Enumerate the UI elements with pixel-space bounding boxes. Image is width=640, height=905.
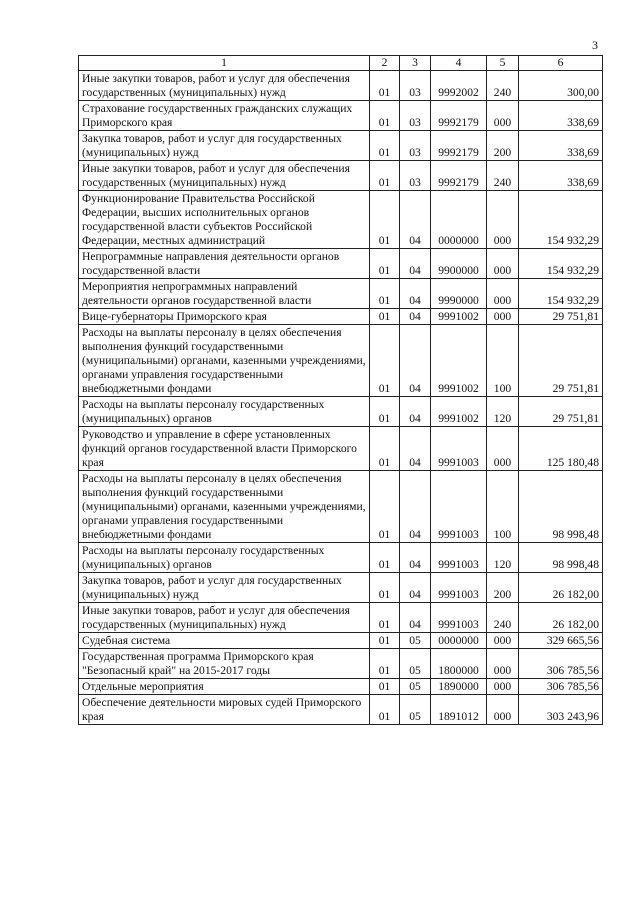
table-row: [79, 695, 603, 725]
row-name-cell: Расходы на выплаты персоналу государственных (муниципальных) органов: [79, 397, 370, 427]
budget-table: [78, 55, 603, 725]
row-target-code-cell: 9991003: [431, 573, 487, 603]
row-name-cell: Расходы на выплаты персоналу в целях обеспечения выполнения функций государственными (муниципальными) органами, казенными учреждениями, органами управления государственными внебюджетными фондами: [79, 471, 370, 543]
row-name-cell: Обеспечение деятельности мировых судей Приморского края: [79, 695, 370, 725]
row-target-code-cell: 9992002: [431, 71, 487, 101]
table-row: [79, 279, 603, 309]
header-col-4: 4: [431, 56, 487, 71]
row-amount-cell: 125 180,48: [519, 427, 603, 471]
row-section-cell: 01: [370, 633, 400, 649]
row-name-cell: Вице-губернаторы Приморского края: [79, 309, 370, 325]
row-section-cell: 01: [370, 573, 400, 603]
row-name-cell: Государственная программа Приморского края "Безопасный край" на 2015-2017 годы: [79, 649, 370, 679]
row-target-code-cell: 1800000: [431, 649, 487, 679]
row-target-code-cell: 9900000: [431, 249, 487, 279]
table-row: [79, 249, 603, 279]
row-name-cell: Непрограммные направления деятельности органов государственной власти: [79, 249, 370, 279]
table-row: [79, 649, 603, 679]
row-expense-type-cell: 000: [487, 101, 519, 131]
row-name-cell: Функционирование Правительства Российской Федерации, высших исполнительных органов государственной власти субъектов Российской Федерации, местных администраций: [79, 191, 370, 249]
row-name-cell: Расходы на выплаты персоналу в целях обеспечения выполнения функций государственными (муниципальными) органами, казенными учреждениями, органами управления государственными внебюджетными фондами: [79, 325, 370, 397]
header-col-1: 1: [79, 56, 370, 71]
row-amount-cell: 29 751,81: [519, 397, 603, 427]
row-section-cell: 01: [370, 71, 400, 101]
table-row: [79, 471, 603, 543]
row-target-code-cell: 9992179: [431, 131, 487, 161]
row-expense-type-cell: 100: [487, 471, 519, 543]
row-amount-cell: 98 998,48: [519, 543, 603, 573]
table-row: [79, 603, 603, 633]
row-name-cell: Закупка товаров, работ и услуг для государственных (муниципальных) нужд: [79, 573, 370, 603]
row-amount-cell: 303 243,96: [519, 695, 603, 725]
table-row: [79, 131, 603, 161]
row-expense-type-cell: 240: [487, 161, 519, 191]
row-expense-type-cell: 000: [487, 309, 519, 325]
row-section-cell: 01: [370, 679, 400, 695]
header-col-2: 2: [370, 56, 400, 71]
header-row: [79, 56, 603, 71]
row-name-cell: Страхование государственных гражданских служащих Приморского края: [79, 101, 370, 131]
row-target-code-cell: 9991003: [431, 543, 487, 573]
row-section-cell: 01: [370, 101, 400, 131]
row-section-cell: 01: [370, 161, 400, 191]
row-amount-cell: 154 932,29: [519, 249, 603, 279]
row-subsection-cell: 04: [400, 397, 431, 427]
row-subsection-cell: 04: [400, 471, 431, 543]
row-subsection-cell: 03: [400, 101, 431, 131]
row-section-cell: 01: [370, 249, 400, 279]
row-subsection-cell: 04: [400, 573, 431, 603]
row-amount-cell: 98 998,48: [519, 471, 603, 543]
row-expense-type-cell: 000: [487, 191, 519, 249]
row-name-cell: Закупка товаров, работ и услуг для государственных (муниципальных) нужд: [79, 131, 370, 161]
table-row: [79, 71, 603, 101]
row-amount-cell: 29 751,81: [519, 325, 603, 397]
row-section-cell: 01: [370, 191, 400, 249]
row-section-cell: 01: [370, 309, 400, 325]
row-expense-type-cell: 100: [487, 325, 519, 397]
row-section-cell: 01: [370, 543, 400, 573]
row-subsection-cell: 04: [400, 427, 431, 471]
row-amount-cell: 306 785,56: [519, 649, 603, 679]
row-expense-type-cell: 000: [487, 427, 519, 471]
row-expense-type-cell: 000: [487, 649, 519, 679]
row-expense-type-cell: 000: [487, 633, 519, 649]
row-target-code-cell: 9991002: [431, 397, 487, 427]
row-amount-cell: 26 182,00: [519, 603, 603, 633]
row-target-code-cell: 0000000: [431, 633, 487, 649]
row-section-cell: 01: [370, 603, 400, 633]
table-row: [79, 397, 603, 427]
row-name-cell: Иные закупки товаров, работ и услуг для обеспечения государственных (муниципальных) нужд: [79, 71, 370, 101]
table-row: [79, 633, 603, 649]
row-amount-cell: 338,69: [519, 161, 603, 191]
row-name-cell: Руководство и управление в сфере установленных функций органов государственной власти Приморского края: [79, 427, 370, 471]
row-section-cell: 01: [370, 427, 400, 471]
row-subsection-cell: 04: [400, 191, 431, 249]
row-name-cell: Мероприятия непрограммных направлений деятельности органов государственной власти: [79, 279, 370, 309]
row-subsection-cell: 03: [400, 161, 431, 191]
row-section-cell: 01: [370, 325, 400, 397]
row-expense-type-cell: 000: [487, 279, 519, 309]
row-target-code-cell: 9992179: [431, 101, 487, 131]
row-subsection-cell: 05: [400, 633, 431, 649]
row-expense-type-cell: 200: [487, 131, 519, 161]
row-amount-cell: 338,69: [519, 131, 603, 161]
row-expense-type-cell: 120: [487, 543, 519, 573]
row-section-cell: 01: [370, 131, 400, 161]
row-amount-cell: 154 932,29: [519, 191, 603, 249]
row-target-code-cell: 1891012: [431, 695, 487, 725]
row-expense-type-cell: 000: [487, 695, 519, 725]
row-subsection-cell: 04: [400, 603, 431, 633]
row-subsection-cell: 04: [400, 309, 431, 325]
row-expense-type-cell: 000: [487, 249, 519, 279]
table-row: [79, 679, 603, 695]
row-amount-cell: 26 182,00: [519, 573, 603, 603]
row-expense-type-cell: 120: [487, 397, 519, 427]
row-subsection-cell: 05: [400, 679, 431, 695]
header-col-5: 5: [487, 56, 519, 71]
table-row: [79, 191, 603, 249]
row-subsection-cell: 04: [400, 249, 431, 279]
row-target-code-cell: 9991003: [431, 603, 487, 633]
row-section-cell: 01: [370, 471, 400, 543]
row-target-code-cell: 9991003: [431, 427, 487, 471]
row-expense-type-cell: 240: [487, 603, 519, 633]
row-target-code-cell: 1890000: [431, 679, 487, 695]
row-expense-type-cell: 000: [487, 679, 519, 695]
header-col-3: 3: [400, 56, 431, 71]
page-number: 3: [592, 38, 598, 52]
row-target-code-cell: 9990000: [431, 279, 487, 309]
row-name-cell: Расходы на выплаты персоналу государственных (муниципальных) органов: [79, 543, 370, 573]
row-target-code-cell: 0000000: [431, 191, 487, 249]
table-row: [79, 573, 603, 603]
row-amount-cell: 306 785,56: [519, 679, 603, 695]
row-name-cell: Судебная система: [79, 633, 370, 649]
header-col-6: 6: [519, 56, 603, 71]
row-amount-cell: 338,69: [519, 101, 603, 131]
row-subsection-cell: 04: [400, 279, 431, 309]
row-target-code-cell: 9991003: [431, 471, 487, 543]
row-target-code-cell: 9991002: [431, 309, 487, 325]
row-subsection-cell: 04: [400, 325, 431, 397]
row-expense-type-cell: 200: [487, 573, 519, 603]
row-expense-type-cell: 240: [487, 71, 519, 101]
table-row: [79, 543, 603, 573]
row-subsection-cell: 03: [400, 71, 431, 101]
table-row: [79, 161, 603, 191]
row-name-cell: Иные закупки товаров, работ и услуг для обеспечения государственных (муниципальных) нужд: [79, 161, 370, 191]
row-amount-cell: 329 665,56: [519, 633, 603, 649]
row-subsection-cell: 03: [400, 131, 431, 161]
row-target-code-cell: 9992179: [431, 161, 487, 191]
row-section-cell: 01: [370, 649, 400, 679]
row-section-cell: 01: [370, 279, 400, 309]
table-row: [79, 309, 603, 325]
table-row: [79, 325, 603, 397]
row-name-cell: Отдельные мероприятия: [79, 679, 370, 695]
row-subsection-cell: 05: [400, 649, 431, 679]
row-target-code-cell: 9991002: [431, 325, 487, 397]
table-row: [79, 427, 603, 471]
row-amount-cell: 29 751,81: [519, 309, 603, 325]
row-amount-cell: 154 932,29: [519, 279, 603, 309]
row-amount-cell: 300,00: [519, 71, 603, 101]
row-subsection-cell: 04: [400, 543, 431, 573]
row-section-cell: 01: [370, 695, 400, 725]
row-name-cell: Иные закупки товаров, работ и услуг для обеспечения государственных (муниципальных) нужд: [79, 603, 370, 633]
table-row: [79, 101, 603, 131]
row-section-cell: 01: [370, 397, 400, 427]
row-subsection-cell: 05: [400, 695, 431, 725]
